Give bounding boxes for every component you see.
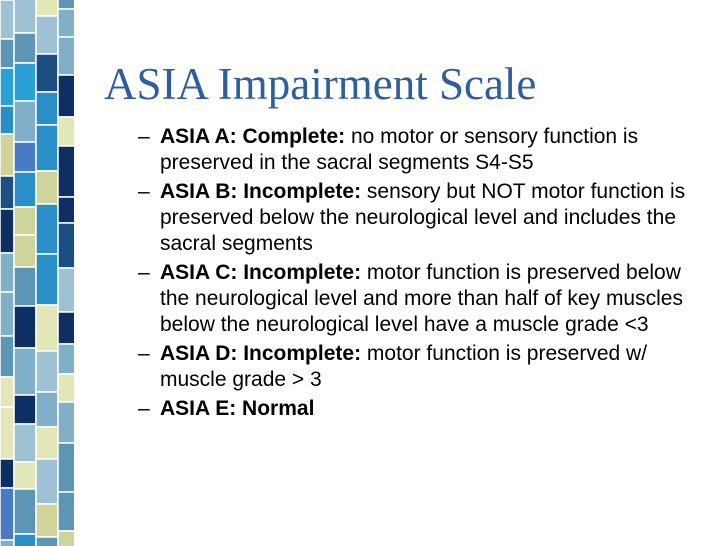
slide-title: ASIA Impairment Scale xyxy=(104,59,537,109)
bullet-asia-e xyxy=(138,396,708,422)
mosaic-tile xyxy=(14,207,36,235)
bullet-list xyxy=(138,124,708,425)
mosaic-pattern xyxy=(0,0,76,546)
mosaic-tile xyxy=(14,395,36,424)
mosaic-tile xyxy=(0,106,14,134)
mosaic-tile xyxy=(14,235,36,267)
mosaic-tile xyxy=(14,424,36,462)
mosaic-tile xyxy=(36,54,58,92)
mosaic-tile xyxy=(14,142,36,172)
mosaic-tile xyxy=(0,292,14,336)
mosaic-tile xyxy=(58,268,76,312)
mosaic-tile xyxy=(58,146,76,197)
bullet-marker: – xyxy=(138,261,150,284)
mosaic-tile xyxy=(14,306,36,348)
mosaic-tile xyxy=(0,0,14,39)
mosaic-tile xyxy=(36,392,58,427)
mosaic-tile xyxy=(0,336,14,377)
bullet-marker: – xyxy=(138,397,150,420)
mosaic-tile xyxy=(36,504,58,537)
bullet-asia-b xyxy=(138,179,708,257)
mosaic-tile xyxy=(36,537,58,546)
mosaic-tile xyxy=(0,488,14,540)
bullet-asia-c xyxy=(138,260,708,338)
mosaic-tile xyxy=(58,312,76,344)
mosaic-tile xyxy=(0,253,14,292)
bullet-marker: – xyxy=(138,342,150,365)
mosaic-tile xyxy=(14,462,36,489)
mosaic-edge xyxy=(74,0,76,546)
mosaic-tile xyxy=(36,459,58,504)
mosaic-tile xyxy=(14,0,36,33)
mosaic-tile xyxy=(58,0,76,9)
mosaic-tile xyxy=(58,374,76,402)
bullet-text: sensory but NOT motor function is preserved below the neurological level and includes the sacral segments xyxy=(160,180,686,255)
mosaic-tile xyxy=(36,254,58,305)
mosaic-tile xyxy=(36,171,58,204)
mosaic-tile xyxy=(14,267,36,306)
mosaic-tile xyxy=(36,125,58,171)
mosaic-tile xyxy=(14,348,36,395)
mosaic-tile xyxy=(58,531,76,546)
mosaic-tile xyxy=(0,209,14,253)
bullet-marker: – xyxy=(138,125,150,148)
mosaic-tile xyxy=(0,459,14,488)
mosaic-tile xyxy=(58,492,76,531)
mosaic-tile xyxy=(0,68,14,106)
mosaic-tile xyxy=(58,443,76,492)
mosaic-tile xyxy=(0,39,14,68)
bullet-term: ASIA C: Incomplete: xyxy=(160,261,362,284)
mosaic-tile xyxy=(36,0,58,16)
bullet-text: motor function is preserved w/ muscle grade > 3 xyxy=(160,342,648,391)
bullet-text: no motor or sensory function is preserved in the sacral segments S4-S5 xyxy=(160,125,639,174)
mosaic-tile xyxy=(36,351,58,392)
mosaic-tile xyxy=(58,117,76,146)
bullet-marker: – xyxy=(138,180,150,203)
mosaic-tile xyxy=(36,204,58,254)
mosaic-tile xyxy=(14,101,36,142)
mosaic-tile xyxy=(58,9,76,37)
mosaic-tile xyxy=(0,134,14,176)
decorative-mosaic-strip xyxy=(0,0,76,546)
bullet-text: motor function is preserved below the neurological level and more than half of key muscles below the neurological level have a muscle grade <3 xyxy=(160,261,683,336)
mosaic-tile xyxy=(0,407,14,459)
mosaic-tile xyxy=(14,63,36,101)
mosaic-tile xyxy=(0,176,14,209)
mosaic-tile xyxy=(58,344,76,374)
mosaic-tile xyxy=(14,534,36,546)
bullet-asia-d xyxy=(138,341,708,393)
bullet-asia-a xyxy=(138,124,708,176)
mosaic-tile xyxy=(14,33,36,63)
bullet-term: ASIA E: Normal xyxy=(160,397,315,420)
mosaic-tile xyxy=(14,489,36,534)
mosaic-tile xyxy=(36,427,58,459)
bullet-term: ASIA A: Complete: xyxy=(160,125,346,148)
mosaic-tile xyxy=(0,540,14,546)
mosaic-tile xyxy=(58,197,76,223)
bullet-term: ASIA D: Incomplete: xyxy=(160,342,362,365)
mosaic-tile xyxy=(58,223,76,268)
mosaic-tile xyxy=(58,402,76,443)
mosaic-tile xyxy=(14,172,36,207)
mosaic-tile xyxy=(0,377,14,407)
mosaic-tile xyxy=(58,37,76,75)
mosaic-tile xyxy=(36,305,58,351)
mosaic-tile xyxy=(36,92,58,125)
mosaic-tile xyxy=(36,16,58,54)
bullet-term: ASIA B: Incomplete: xyxy=(160,180,362,203)
mosaic-tile xyxy=(58,75,76,117)
